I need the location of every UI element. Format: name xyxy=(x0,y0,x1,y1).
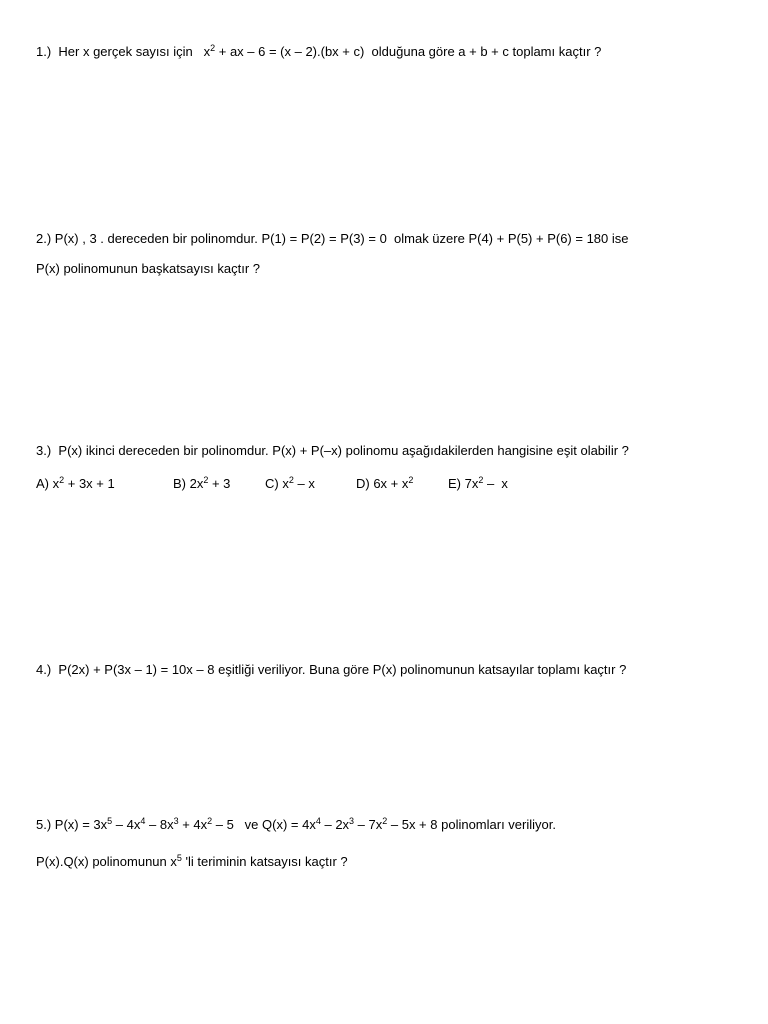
option-a xyxy=(36,476,115,492)
question-3-line-1: 3.) P(x) ikinci dereceden bir polinomdur. P(x) + P(–x) polinomu aşağıdakilerden hangisine eşit olabilir ? xyxy=(36,443,629,458)
question-2-line-1: 2.) P(x) , 3 . dereceden bir polinomdur. P(1) = P(2) = P(3) = 0 olmak üzere P(4) + P(5) + P(6) = 180 ise xyxy=(36,231,629,246)
question-5-line-2 xyxy=(36,854,348,870)
option-d-exponent: 2 xyxy=(408,475,414,485)
q5-exp-3: 3 xyxy=(173,816,179,826)
q5-seg-b: – 4x xyxy=(112,817,141,832)
option-a-text: A) x xyxy=(36,476,60,491)
q5-exp-4: 2 xyxy=(207,816,213,826)
question-5-line-1 xyxy=(36,817,556,833)
option-b xyxy=(173,476,230,492)
option-a-text-rest: + 3x + 1 xyxy=(64,476,115,491)
q1-text-prefix: 1.) Her x gerçek sayısı için x xyxy=(36,44,211,59)
option-c-text-rest: – x xyxy=(293,476,315,491)
option-e-text-rest: – x xyxy=(483,476,508,491)
option-d-text: D) 6x + x xyxy=(356,476,409,491)
q5-seg-g: – 7x xyxy=(354,817,383,832)
q1-exponent: 2 xyxy=(210,43,216,53)
question-4: 4.) P(2x) + P(3x – 1) = 10x – 8 eşitliği veriliyor. Buna göre P(x) polinomunun katsayılar toplamı kaçtır ? xyxy=(36,662,627,677)
option-c-text: C) x xyxy=(265,476,289,491)
option-e xyxy=(448,476,508,492)
q5-seg-c: – 8x xyxy=(145,817,174,832)
option-c-exponent: 2 xyxy=(288,475,294,485)
q5-seg-a: 5.) P(x) = 3x xyxy=(36,817,108,832)
q5-exp-7: 2 xyxy=(382,816,388,826)
option-b-text: B) 2x xyxy=(173,476,204,491)
q5-seg-f: – 2x xyxy=(320,817,350,832)
option-c xyxy=(265,476,315,492)
q5-line2-prefix: P(x).Q(x) polinomunun x xyxy=(36,854,177,869)
q5-seg-d: + 4x xyxy=(178,817,208,832)
option-a-exponent: 2 xyxy=(59,475,65,485)
question-1 xyxy=(36,44,601,60)
q5-exp-2: 4 xyxy=(140,816,146,826)
q5-exp-1: 5 xyxy=(107,816,113,826)
option-e-text: E) 7x xyxy=(448,476,479,491)
option-e-exponent: 2 xyxy=(478,475,484,485)
q1-text-rest: + ax – 6 = (x – 2).(bx + c) olduğuna göre a + b + c toplamı kaçtır ? xyxy=(215,44,602,59)
question-2-line-2: P(x) polinomunun başkatsayısı kaçtır ? xyxy=(36,261,260,276)
option-d xyxy=(356,476,413,492)
q5-line2-exponent: 5 xyxy=(176,853,182,863)
q5-exp-6: 3 xyxy=(349,816,355,826)
option-b-text-rest: + 3 xyxy=(208,476,231,491)
option-b-exponent: 2 xyxy=(203,475,209,485)
q5-exp-5: 4 xyxy=(315,816,321,826)
q5-line2-rest: 'li teriminin katsayısı kaçtır ? xyxy=(181,854,348,869)
q5-seg-h: – 5x + 8 polinomları veriliyor. xyxy=(387,817,556,832)
q5-seg-e: – 5 ve Q(x) = 4x xyxy=(212,817,316,832)
